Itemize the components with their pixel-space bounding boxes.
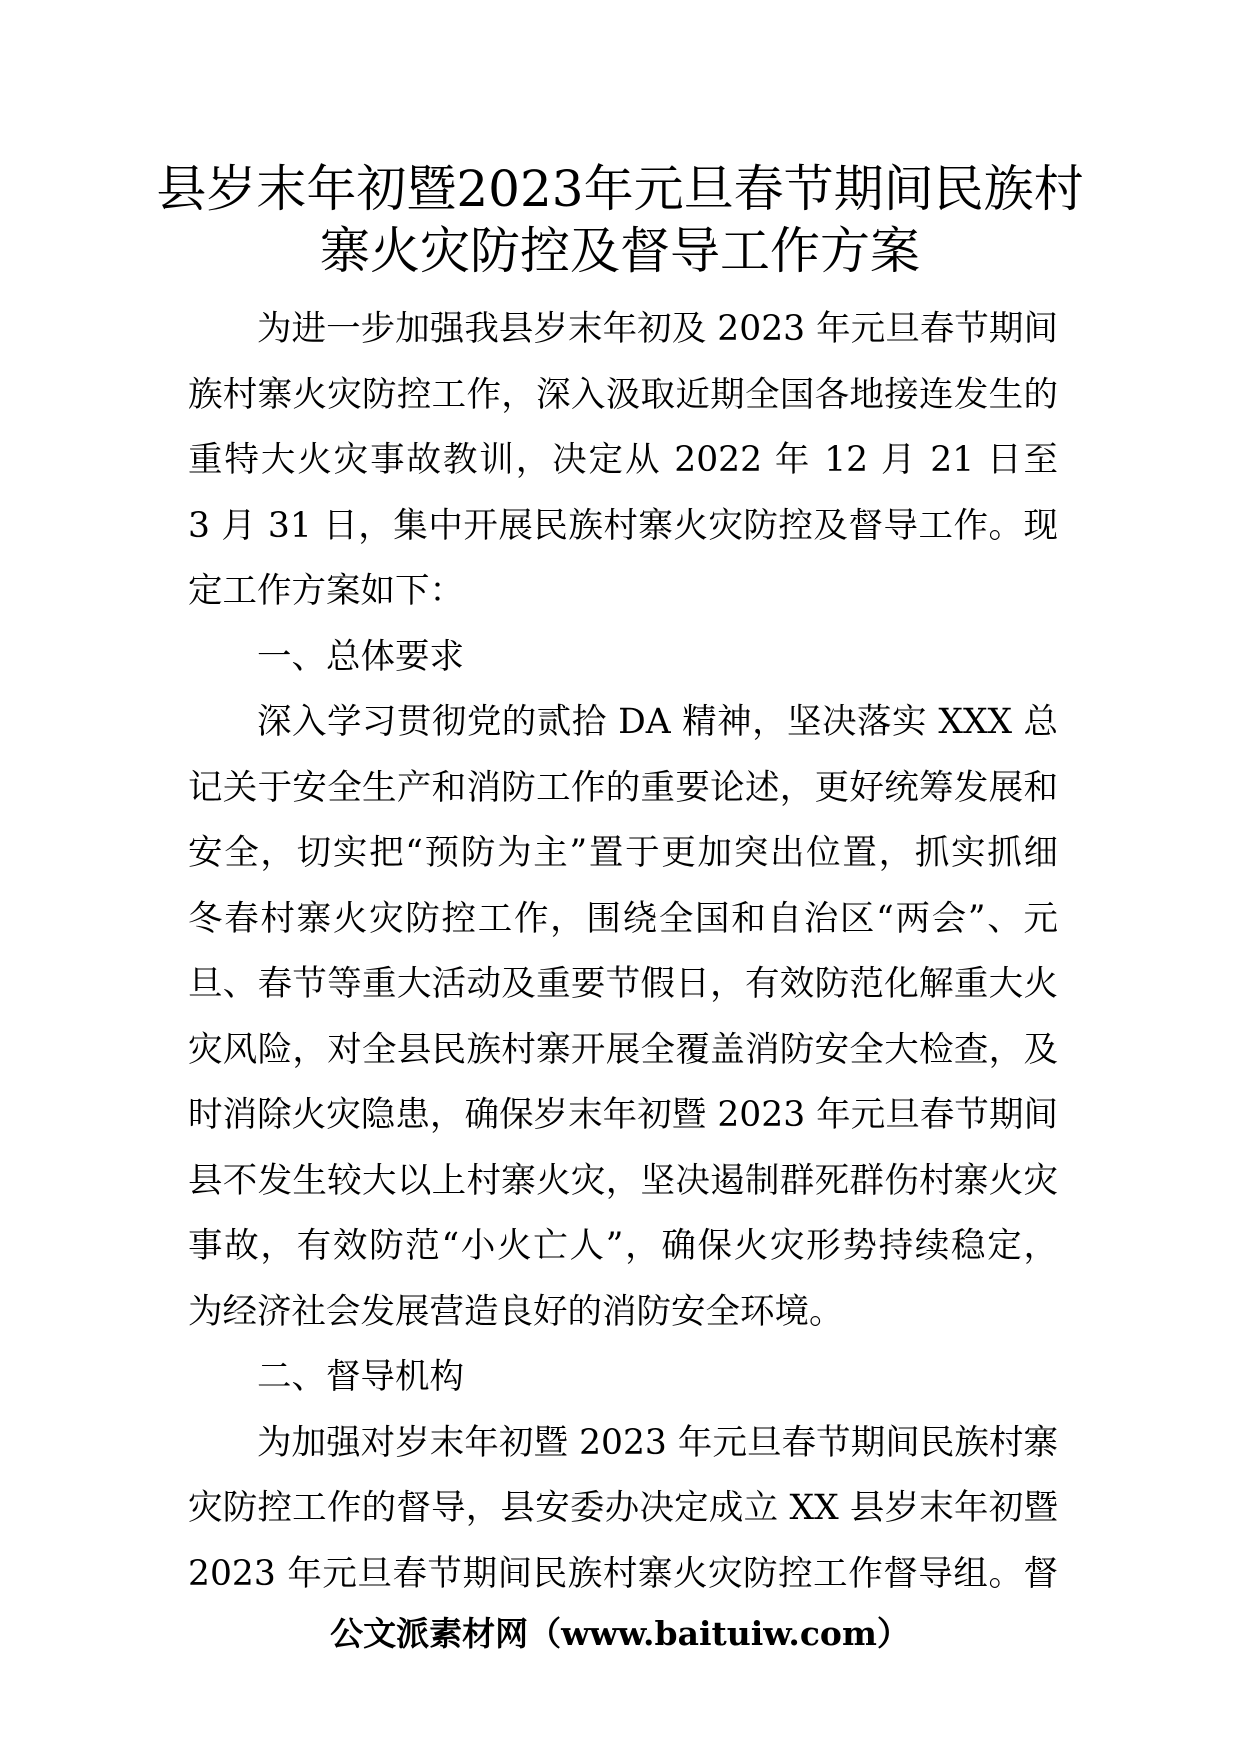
document-body — [188, 297, 1058, 1607]
title-line-1: 县岁末年初暨2023年元旦春节期间民族村 — [156, 160, 1084, 218]
body-line: 2023 年元旦春节期间民族村寨火灾防控工作督导组。督 — [188, 1553, 1058, 1594]
body-line: 二、督导机构 — [257, 1357, 464, 1397]
body-line: 灾防控工作的督导，县安委办决定成立 XX 县岁末年初暨 — [188, 1488, 1058, 1528]
body-line: 为加强对岁末年初暨 2023 年元旦春节期间民族村寨 — [257, 1422, 1058, 1463]
body-line: 记关于安全生产和消防工作的重要论述，更好统筹发展和 — [188, 767, 1058, 808]
body-line: 为进一步加强我县岁末年初及 2023 年元旦春节期间 — [257, 309, 1058, 349]
body-line: 重特大火灾事故教训，决定从 2022 年 12 月 21 日至 — [188, 440, 1058, 480]
body-line: 为经济社会发展营造良好的消防安全环境。 — [188, 1291, 844, 1332]
body-line: 冬春村寨火灾防控工作，围绕全国和自治区“两会”、元 — [188, 898, 1058, 939]
body-line: 3 月 31 日，集中开展民族村寨火灾防控及督导工作。现 — [188, 505, 1058, 546]
body-line: 一、总体要求 — [257, 636, 464, 677]
watermark-footer: 公文派素材网（www.baituiw.com） — [330, 1614, 910, 1653]
title-line-2: 寨火灾防控及督导工作方案 — [320, 222, 920, 280]
body-line: 定工作方案如下： — [188, 571, 464, 611]
body-line: 灾风险，对全县民族村寨开展全覆盖消防安全大检查，及 — [188, 1029, 1058, 1070]
body-line: 旦、春节等重大活动及重要节假日，有效防范化解重大火 — [188, 964, 1058, 1004]
body-line: 事故，有效防范“小火亡人”，确保火灾形势持续稳定， — [188, 1226, 1058, 1266]
body-line: 深入学习贯彻党的贰拾 DA 精神，坚决落实 XXX 总 — [257, 702, 1058, 742]
body-line: 县不发生较大以上村寨火灾，坚决遏制群死群伤村寨火灾 — [188, 1160, 1058, 1201]
body-line: 族村寨火灾防控工作，深入汲取近期全国各地接连发生的 — [188, 374, 1058, 415]
body-line: 时消除火灾隐患，确保岁末年初暨 2023 年元旦春节期间 — [188, 1095, 1058, 1135]
document-title — [150, 158, 1090, 282]
body-line: 安全，切实把“预防为主”置于更加突出位置，抓实抓细 — [188, 833, 1058, 873]
